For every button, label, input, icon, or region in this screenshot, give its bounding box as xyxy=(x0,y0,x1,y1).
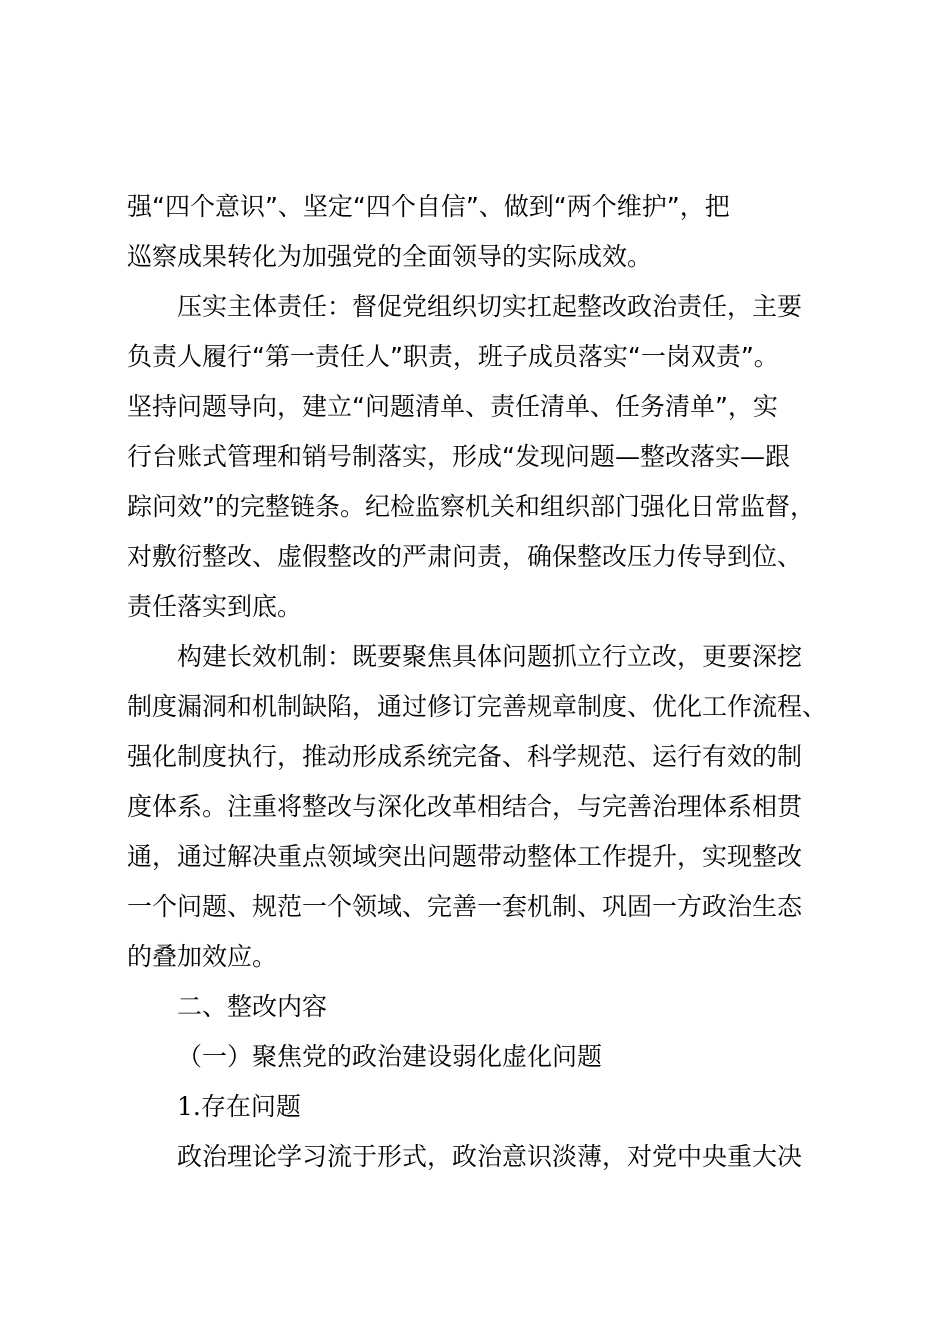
item-heading xyxy=(127,1082,837,1132)
paragraph-first-line: 政治理论学习流于形式，政治意识淡薄，对党中央重大决 xyxy=(177,1142,803,1171)
paragraph-first-line: 压实主体责任：督促党组织切实扛起整改政治责任，主要 xyxy=(177,292,803,321)
text-line: 制度漏洞和机制缺陷，通过修订完善规章制度、优化工作流程、 xyxy=(127,692,828,721)
text-line: 通，通过解决重点领域突出问题带动整体工作提升，实现整改 xyxy=(127,842,803,871)
text-line: 强“四个意识”、坚定“四个自信”、做到“两个维护”，把 xyxy=(127,192,730,221)
document-body xyxy=(127,182,837,1182)
text-line: 一个问题、规范一个领域、完善一套机制、巩固一方政治生态 xyxy=(127,892,803,921)
section-heading: 二、整改内容 xyxy=(177,992,328,1021)
text-line: 踪问效”的完整链条。纪检监察机关和组织部门强化日常监督， xyxy=(127,492,815,521)
paragraph-first-line: 构建长效机制：既要聚焦具体问题抓立行立改，更要深挖 xyxy=(177,642,803,671)
text-line: 的叠加效应。 xyxy=(127,942,278,971)
text-line: 坚持问题导向，建立“问题清单、责任清单、任务清单”，实 xyxy=(127,392,778,421)
item-heading-text: 存在问题 xyxy=(200,1092,301,1121)
item-number: 1. xyxy=(177,1092,201,1121)
text-line: 度体系。注重将整改与深化改革相结合，与完善治理体系相贯 xyxy=(127,792,803,821)
text-line: 责任落实到底。 xyxy=(127,592,303,621)
text-line: 行台账式管理和销号制落实，形成“发现问题—整改落实—跟 xyxy=(127,442,790,471)
text-line: 负责人履行“第一责任人”职责，班子成员落实“一岗双责”。 xyxy=(127,342,779,371)
text-line: 强化制度执行，推动形成系统完备、科学规范、运行有效的制 xyxy=(127,742,803,771)
subsection-heading: （一）聚焦党的政治建设弱化虚化问题 xyxy=(177,1042,603,1071)
text-line: 对敷衍整改、虚假整改的严肃问责，确保整改压力传导到位、 xyxy=(127,542,803,571)
text-line: 巡察成果转化为加强党的全面领导的实际成效。 xyxy=(127,242,653,271)
